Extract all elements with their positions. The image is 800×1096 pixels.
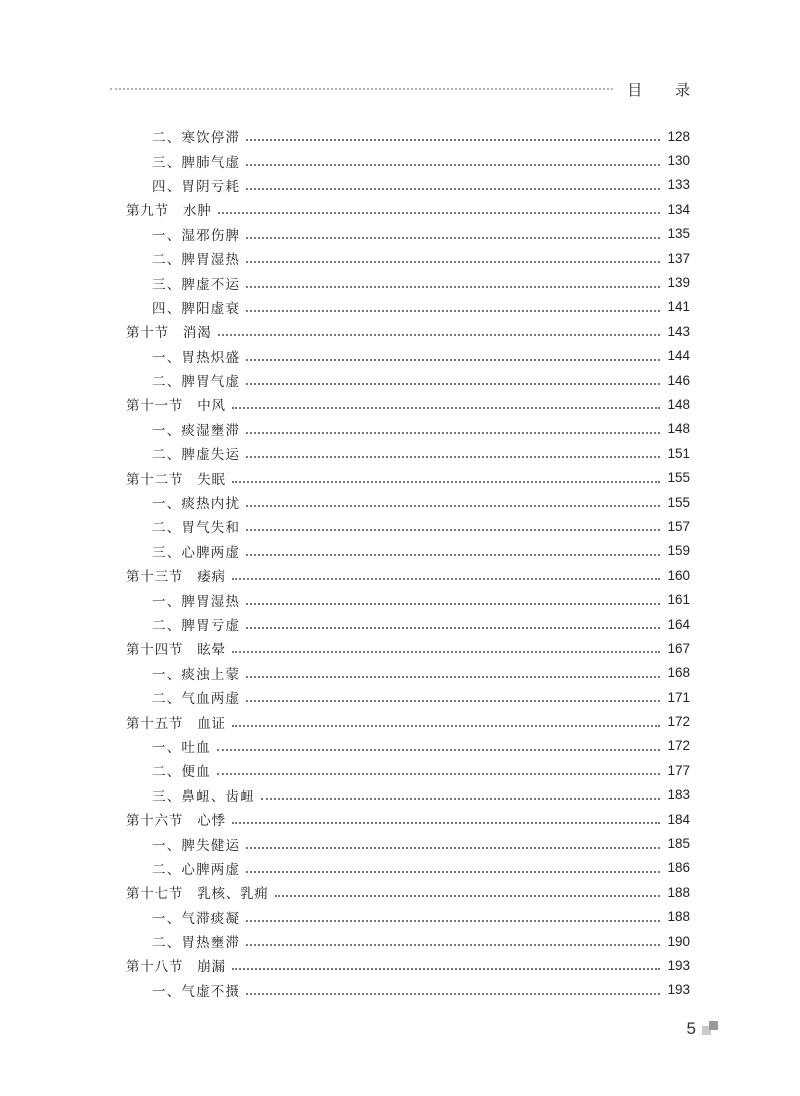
- toc-sub-entry[interactable]: [126, 270, 690, 294]
- toc-page-number: 185: [667, 836, 690, 852]
- toc-sub-entry[interactable]: [126, 417, 690, 441]
- toc-section-title: 眩晕: [197, 642, 226, 659]
- toc-page-number: 134: [667, 201, 690, 217]
- toc-entry-label: 二、脾胃亏虚: [152, 618, 241, 634]
- toc-leader-dots: [246, 627, 660, 629]
- toc-page-number: 148: [667, 396, 690, 412]
- toc-page-number: 144: [667, 348, 690, 364]
- toc-leader-dots: [218, 334, 660, 336]
- toc-leader-dots: [246, 261, 660, 263]
- toc-entry-label: 三、心脾两虚: [152, 544, 241, 561]
- toc-entry-label: 四、脾阳虚衰: [152, 300, 241, 317]
- toc-sub-entry[interactable]: [126, 514, 690, 538]
- toc-page-number: 159: [667, 543, 690, 559]
- toc-page-number: 183: [667, 787, 690, 803]
- toc-section-entry[interactable]: [126, 392, 690, 416]
- toc-section-number: 第十三节: [126, 569, 184, 586]
- toc-page-number: 186: [667, 860, 690, 876]
- toc-page-number: 167: [667, 640, 690, 656]
- toc-entry-label: [126, 712, 226, 732]
- toc-page-number: 141: [667, 299, 690, 315]
- toc-sub-entry[interactable]: [126, 612, 690, 636]
- toc-leader-dots: [246, 920, 660, 922]
- toc-sub-entry[interactable]: [126, 222, 690, 246]
- toc-entry-label: 一、气滞痰凝: [152, 910, 241, 927]
- toc-page-number: 164: [667, 616, 690, 632]
- toc-section-entry[interactable]: [126, 880, 690, 904]
- toc-section-title: 心悸: [197, 813, 226, 830]
- toc-sub-entry[interactable]: [126, 368, 690, 392]
- toc-sub-entry[interactable]: [126, 490, 690, 514]
- toc-entry-label: [126, 809, 226, 829]
- toc-section-entry[interactable]: [126, 197, 690, 221]
- toc-entry-label: 一、痰热内扰: [152, 496, 241, 513]
- toc-entry-label: 二、胃气失和: [152, 520, 241, 537]
- toc-sub-entry[interactable]: [126, 758, 690, 782]
- page-number: 5: [686, 1019, 696, 1038]
- toc-leader-dots: [246, 383, 660, 385]
- toc-page-number: 128: [667, 128, 690, 144]
- toc-entry-label: [126, 394, 226, 414]
- toc-leader-dots: [246, 847, 660, 849]
- toc-section-entry[interactable]: [126, 319, 690, 343]
- toc-section-entry[interactable]: [126, 953, 690, 977]
- toc-page-number: 151: [667, 445, 690, 461]
- toc-entry-label: [126, 565, 226, 585]
- toc-sub-entry[interactable]: [126, 661, 690, 685]
- toc-entry-label: [126, 955, 226, 975]
- toc-page-number: 188: [667, 909, 690, 925]
- toc-page-number: 193: [667, 957, 690, 973]
- toc-page-number: 193: [667, 982, 690, 998]
- toc-entry-label: 一、气虚不摄: [152, 983, 241, 1000]
- toc-entry-label: 二、脾虚失运: [152, 447, 241, 464]
- toc-leader-dots: [246, 505, 660, 507]
- toc-section-entry[interactable]: [126, 563, 690, 587]
- toc-section-title: 血证: [197, 715, 226, 732]
- toc-sub-entry[interactable]: [126, 929, 690, 953]
- toc-section-title: 乳核、乳痈: [197, 886, 269, 903]
- toc-page-number: 161: [667, 592, 690, 608]
- toc-page-number: 135: [667, 226, 690, 242]
- toc-page-number: 133: [667, 177, 690, 193]
- toc-leader-dots: [246, 603, 660, 605]
- toc-leader-dots: [217, 749, 660, 751]
- toc-sub-entry[interactable]: [126, 124, 690, 148]
- toc-entry-label: [126, 882, 269, 902]
- toc-entry-label: 一、湿邪伤脾: [152, 227, 241, 244]
- toc-leader-dots: [232, 725, 660, 727]
- toc-leader-dots: [246, 529, 660, 531]
- toc-entry-label: 三、脾虚不运: [152, 276, 241, 293]
- toc-entry-label: 一、痰浊上蒙: [152, 666, 241, 683]
- toc-sub-entry[interactable]: [126, 344, 690, 368]
- toc-leader-dots: [217, 773, 660, 775]
- toc-leader-dots: [246, 676, 660, 678]
- toc-sub-entry[interactable]: [126, 856, 690, 880]
- toc-sub-entry[interactable]: [126, 978, 690, 1002]
- toc-page-number: 160: [667, 567, 690, 583]
- toc-section-title: 水肿: [182, 203, 212, 220]
- toc-entry-label: [126, 199, 212, 219]
- toc-entry-label: 二、便血: [152, 764, 211, 781]
- toc-entry-label: 一、吐血: [152, 739, 211, 756]
- toc-leader-dots: [246, 456, 660, 458]
- toc-section-number: 第十一节: [126, 398, 184, 415]
- toc-sub-entry[interactable]: [126, 441, 690, 465]
- toc-leader-dots: [246, 359, 660, 361]
- toc-sub-entry[interactable]: [126, 148, 690, 172]
- toc-leader-dots: [246, 139, 660, 141]
- toc-page-number: 155: [667, 494, 690, 510]
- toc-leader-dots: [246, 286, 660, 288]
- header-title: 目 录: [627, 80, 704, 99]
- toc-leader-dots: [232, 968, 660, 970]
- toc-section-number: 第十节: [126, 325, 169, 342]
- toc-leader-dots: [246, 432, 660, 434]
- toc-page-number: 143: [667, 323, 690, 339]
- toc-leader-dots: [232, 651, 660, 653]
- toc-sub-entry[interactable]: [126, 246, 690, 270]
- toc-page-number: 172: [667, 738, 690, 754]
- toc-entry-label: 四、胃阴亏耗: [152, 178, 241, 195]
- toc-sub-entry[interactable]: [126, 587, 690, 611]
- toc-entry-label: 一、胃热炽盛: [152, 349, 241, 366]
- toc-entry-label: 二、心脾两虚: [152, 861, 241, 878]
- toc-section-number: 第九节: [126, 203, 169, 220]
- header-dotted-rule: [110, 88, 613, 90]
- toc-section-title: 中风: [197, 398, 226, 415]
- toc-section-number: 第十七节: [126, 886, 184, 903]
- toc-sub-entry[interactable]: [126, 685, 690, 709]
- toc-sub-entry[interactable]: [126, 539, 690, 563]
- toc-section-title: 失眠: [197, 471, 226, 488]
- toc-leader-dots: [246, 993, 660, 995]
- toc-sub-entry[interactable]: [126, 734, 690, 758]
- toc-page-number: 184: [667, 811, 690, 827]
- toc-page-number: 172: [667, 714, 690, 730]
- toc-entry-label: 二、脾胃湿热: [152, 252, 241, 269]
- toc-leader-dots: [232, 822, 660, 824]
- toc-leader-dots: [246, 310, 660, 312]
- toc-entry-label: [126, 638, 226, 658]
- toc-page-number: 130: [667, 153, 690, 169]
- toc-section-number: 第十二节: [126, 471, 184, 488]
- toc-entry-label: [126, 321, 212, 341]
- toc-leader-dots: [246, 164, 660, 166]
- toc-leader-dots: [246, 944, 660, 946]
- toc-sub-entry[interactable]: [126, 831, 690, 855]
- toc-page-number: 177: [667, 762, 690, 778]
- toc-leader-dots: [275, 895, 660, 897]
- toc-sub-entry[interactable]: [126, 173, 690, 197]
- toc-section-title: 消渴: [182, 325, 212, 342]
- toc-page-number: 168: [667, 665, 690, 681]
- toc-section-number: 第十八节: [126, 959, 184, 976]
- toc-leader-dots: [246, 871, 660, 873]
- toc-page-number: 155: [667, 470, 690, 486]
- toc-page-number: 137: [667, 250, 690, 266]
- toc-leader-dots: [232, 578, 660, 580]
- toc-page-number: 146: [667, 372, 690, 388]
- toc-section-title: 崩漏: [197, 959, 226, 976]
- toc-leader-dots: [246, 554, 660, 556]
- toc-leader-dots: [246, 700, 660, 702]
- toc-entry-label: 二、胃热壅滞: [152, 935, 241, 952]
- toc-sub-entry[interactable]: [126, 783, 690, 807]
- toc-entry-label: [126, 468, 226, 488]
- page-corner-mark-icon: [702, 1021, 718, 1037]
- toc-leader-dots: [232, 407, 660, 409]
- toc-entry-label: 一、脾胃湿热: [152, 593, 241, 610]
- toc-leader-dots: [246, 188, 660, 190]
- toc-page-number: 188: [667, 884, 690, 900]
- toc-section-number: 第十四节: [126, 642, 184, 659]
- toc-page-number: 139: [667, 275, 690, 291]
- toc-entry-label: 三、脾肺气虚: [152, 154, 241, 171]
- toc-section-number: 第十六节: [126, 813, 184, 830]
- toc-page-number: 148: [667, 421, 690, 437]
- toc-entry-label: 三、鼻衄、齿衄: [152, 788, 255, 805]
- toc-section-title: 痿病: [197, 569, 226, 586]
- toc-section-entry[interactable]: [126, 807, 690, 831]
- toc-leader-dots: [246, 237, 660, 239]
- toc-page-number: 171: [667, 689, 690, 705]
- toc-sub-entry[interactable]: [126, 295, 690, 319]
- toc-page-number: 157: [667, 518, 690, 534]
- toc-leader-dots: [232, 481, 660, 483]
- toc-entry-label: 二、脾胃气虚: [152, 374, 241, 391]
- toc-sub-entry[interactable]: [126, 905, 690, 929]
- toc-page-number: 190: [667, 933, 690, 949]
- toc-section-entry[interactable]: [126, 709, 690, 733]
- toc-leader-dots: [261, 798, 660, 800]
- toc-section-entry[interactable]: [126, 636, 690, 660]
- table-of-contents: [126, 124, 690, 1002]
- toc-entry-label: 二、气血两虚: [152, 691, 241, 708]
- toc-section-number: 第十五节: [126, 715, 184, 732]
- toc-entry-label: 一、痰湿壅滞: [152, 422, 241, 439]
- toc-entry-label: 二、寒饮停滞: [152, 130, 241, 147]
- page-header: [110, 78, 704, 100]
- toc-leader-dots: [218, 212, 660, 214]
- toc-entry-label: 一、脾失健运: [152, 837, 241, 854]
- toc-section-entry[interactable]: [126, 465, 690, 489]
